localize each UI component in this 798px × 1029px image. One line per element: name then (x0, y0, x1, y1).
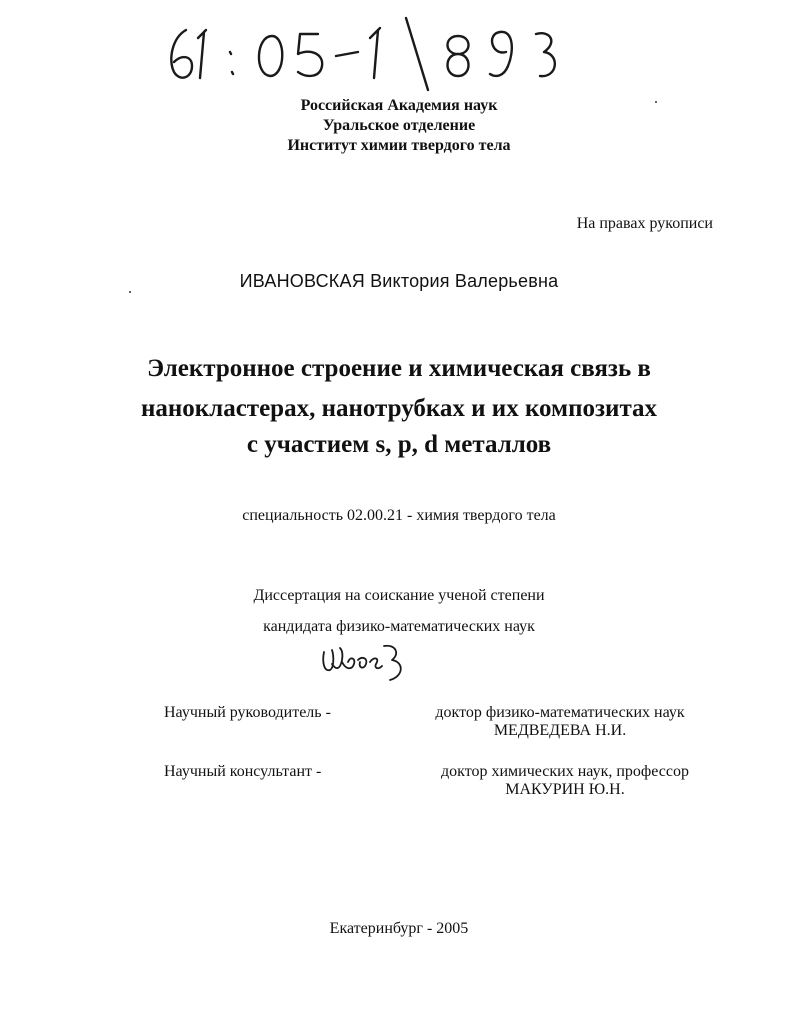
specialty-line: специальность 02.00.21 - химия твердого тела (242, 507, 556, 524)
dissertation-title-line-3: с участием s, p, d металлов (246, 431, 552, 458)
supervisor-label: Научный руководитель - (164, 704, 331, 721)
author-signature (318, 640, 414, 684)
institution-line-institute: Институт химии твердого тела (287, 137, 511, 154)
author-name: ИВАНОВСКАЯ Виктория Валерьевна (239, 271, 559, 291)
consultant-label: Научный консультант - (164, 763, 322, 780)
dissertation-degree-line-1: Диссертация на соискание ученой степени (253, 587, 545, 604)
institution-line-branch: Уральское отделение (322, 117, 476, 134)
institution-line-academy: Российская Академия наук (300, 97, 498, 114)
city-and-year: Екатеринбург - 2005 (329, 920, 469, 937)
scan-speck (129, 291, 131, 293)
supervisor-name: МЕДВЕДЕВА Н.И. (493, 722, 627, 739)
consultant-name: МАКУРИН Ю.Н. (505, 781, 625, 798)
handwritten-archive-number (160, 12, 580, 92)
dissertation-title-line-1: Электронное строение и химическая связь в (147, 355, 651, 382)
manuscript-rights-note: На правах рукописи (576, 215, 713, 232)
consultant-degree: доктор химических наук, профессор (441, 763, 689, 780)
supervisor-degree: доктор физико-математических наук (435, 704, 685, 721)
dissertation-degree-line-2: кандидата физико-математических наук (263, 618, 535, 635)
scan-speck (655, 101, 657, 103)
dissertation-title-line-2: нанокластерах, нанотрубках и их композитах (140, 395, 658, 422)
